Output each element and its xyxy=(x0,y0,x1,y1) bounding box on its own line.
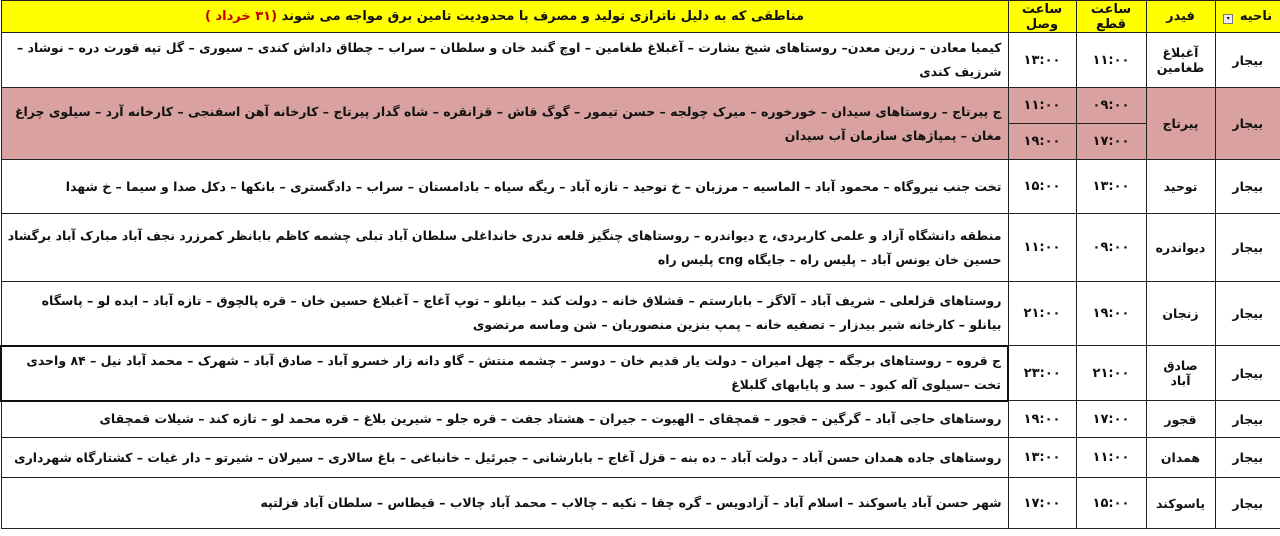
connect-time-cell: ۱۱:۰۰ xyxy=(1008,214,1076,282)
cut-time-cell-2: ۱۷:۰۰ xyxy=(1076,124,1146,160)
connect-time-cell: ۱۱:۰۰ xyxy=(1008,88,1076,124)
region-cell: بیجار xyxy=(1215,282,1280,346)
feeder-cell: همدان xyxy=(1146,438,1215,478)
areas-cell: شهر حسن آباد یاسوکند – اسلام آباد – آزادویس – گره چقا – نکیه – چالاب – محمد آباد چالاب – قیطاس – سلطان آباد قزلتپه xyxy=(1,478,1008,529)
feeder-cell: صادق آباد xyxy=(1146,346,1215,401)
feeder-cell: قجور xyxy=(1146,401,1215,438)
areas-cell: روستاهای حاجی آباد – گرگین – قجور – قمچقای – الهیوت – جیران – هشتاد جفت – قره جلو – شیرین بلاغ – قره محمد لو – تازه کند – شیلات قمچقای xyxy=(1,401,1008,438)
table-row xyxy=(1,401,1280,438)
cut-time-cell: ۰۹:۰۰ xyxy=(1076,214,1146,282)
feeder-cell: زنجان xyxy=(1146,282,1215,346)
areas-cell: تخت جنب نیروگاه – محمود آباد – الماسیه – مرزبان – خ توحید – تازه آباد – ریگه سیاه – بادامستان – سراب – دادگستری – بانکها – دکل صدا و سیما – خ شهدا xyxy=(1,160,1008,214)
region-cell: بیجار xyxy=(1215,438,1280,478)
connect-time-cell: ۲۳:۰۰ xyxy=(1008,346,1076,401)
table-row xyxy=(1,160,1280,214)
header-areas-text: مناطقی که به دلیل ناترازی تولید و مصرف با محدودیت تامین برق مواجه می شوند xyxy=(281,9,804,24)
feeder-cell: پیرتاج xyxy=(1146,88,1215,160)
table-row xyxy=(1,478,1280,529)
connect-time-cell: ۱۹:۰۰ xyxy=(1008,401,1076,438)
cut-time-cell: ۱۱:۰۰ xyxy=(1076,33,1146,88)
header-cut-time: ساعت قطع xyxy=(1076,1,1146,33)
region-cell: بیجار xyxy=(1215,478,1280,529)
feeder-cell: دیواندره xyxy=(1146,214,1215,282)
areas-cell: ج پیرتاج – روستاهای سیدان – خورخوره – میرک چولجه – حسن تیمور – گوگ قاش – قزانقره – شاه گدار پیرتاج – کارخانه آهن اسفنجی – کارخانه آرد – سیلوی چراغ مغان – پمپاژهای سازمان آب سیدان xyxy=(1,88,1008,160)
header-feeder: فیدر xyxy=(1146,1,1215,33)
cut-time-cell: ۱۷:۰۰ xyxy=(1076,401,1146,438)
region-cell: بیجار xyxy=(1215,214,1280,282)
connect-time-cell: ۲۱:۰۰ xyxy=(1008,282,1076,346)
table-row xyxy=(1,214,1280,282)
region-cell: بیجار xyxy=(1215,401,1280,438)
areas-cell: روستاهای قزلعلی – شریف آباد – آلاگز – بابارستم – قشلاق خانه – دولت کند – بیانلو – توپ آغاج – آغبلاغ حسین خان – قره پالچوق – تازه آباد – ایده لو – پاسگاه بیانلو – کارخانه شیر بیدزار – تصفیه خانه – پمپ بنزین منصوریان – شن وماسه مرتضوی xyxy=(1,282,1008,346)
region-cell: بیجار xyxy=(1215,88,1280,160)
header-date: (۳۱ خرداد ) xyxy=(204,9,278,24)
areas-cell: منطقه دانشگاه آزاد و علمی کاربردی، ج دیواندره – روستاهای چنگیز قلعه ندری خانداغلی سلطان آباد تبلی چشمه کاظم بابانظر کمرزرد نجف آباد مبارک آباد برگشاد حسین خان یونس آباد – پلیس راه – جایگاه cng پلیس راه xyxy=(1,214,1008,282)
header-row xyxy=(1,1,1280,33)
connect-time-cell: ۱۳:۰۰ xyxy=(1008,438,1076,478)
feeder-cell: توحید xyxy=(1146,160,1215,214)
table-row xyxy=(1,438,1280,478)
connect-time-cell: ۱۳:۰۰ xyxy=(1008,33,1076,88)
region-cell: بیجار xyxy=(1215,33,1280,88)
header-areas xyxy=(1,1,1008,33)
cut-time-cell: ۱۹:۰۰ xyxy=(1076,282,1146,346)
header-region-label: ناحیه xyxy=(1239,9,1273,24)
header-connect-time: ساعت وصل xyxy=(1008,1,1076,33)
table-row xyxy=(1,33,1280,88)
table-row xyxy=(1,282,1280,346)
region-cell: بیجار xyxy=(1215,160,1280,214)
region-cell: بیجار xyxy=(1215,346,1280,401)
connect-time-cell: ۱۷:۰۰ xyxy=(1008,478,1076,529)
feeder-cell: یاسوکند xyxy=(1146,478,1215,529)
feeder-cell: آغبلاغ طغامین xyxy=(1146,33,1215,88)
areas-cell: روستاهای جاده همدان حسن آباد – دولت آباد – ده بنه – قزل آغاج – بابارشانی – جبرئیل – خانباغی – باغ سالاری – سیرلان – شیرتو – دار غیات – کشتارگاه شهرداری xyxy=(1,438,1008,478)
header-region[interactable] xyxy=(1215,1,1280,33)
cut-time-cell: ۰۹:۰۰ xyxy=(1076,88,1146,124)
cut-time-cell: ۱۳:۰۰ xyxy=(1076,160,1146,214)
cut-time-cell: ۱۵:۰۰ xyxy=(1076,478,1146,529)
table-row xyxy=(1,88,1280,124)
cut-time-cell: ۱۱:۰۰ xyxy=(1076,438,1146,478)
connect-time-cell-2: ۱۹:۰۰ xyxy=(1008,124,1076,160)
filter-dropdown-icon[interactable]: ▾ xyxy=(1223,14,1233,24)
table-row xyxy=(1,346,1280,401)
areas-cell: کیمیا معادن – زرین معدن– روستاهای شیخ بشارت – آغبلاغ طغامین – اوچ گنبد خان و سلطان – سراب – چطاق داداش کندی – سیوری – گل تپه قورت دره – نوشاد – شرزیف کندی xyxy=(1,33,1008,88)
areas-cell: ج قروه – روستاهای برجگه – چهل امیران – دولت یار قدیم خان – دوسر – چشمه منتش – گاو دانه زار خسرو آباد – صادق آباد – شهرک – محمد آباد نیل – ۸۴ واحدی تخت –سیلوی آله کبود – سد و پایابهای گلبلاغ xyxy=(1,346,1008,401)
cut-time-cell: ۲۱:۰۰ xyxy=(1076,346,1146,401)
connect-time-cell: ۱۵:۰۰ xyxy=(1008,160,1076,214)
